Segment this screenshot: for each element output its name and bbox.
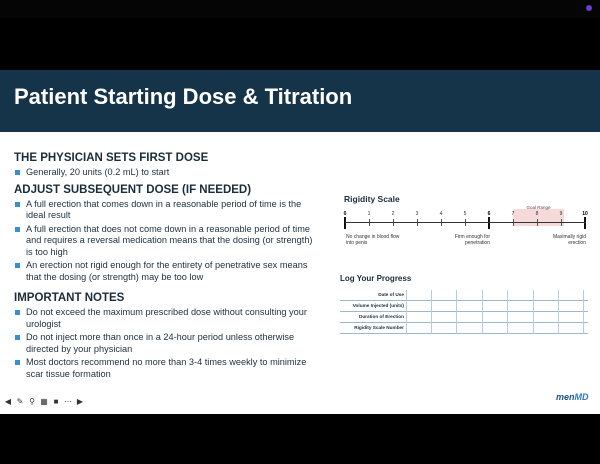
logo-part-md: MD — [574, 392, 589, 402]
scale-tick-label: 5 — [463, 211, 467, 217]
scale-desc-low: No change in blood flow into penis — [346, 234, 400, 246]
scale-desc-high: Maximally rigid erection — [552, 234, 586, 246]
log-progress-title: Log Your Progress — [340, 274, 412, 283]
scale-tick-label: 7 — [511, 211, 515, 217]
list-item: A full erection that does not come down in a reasonable period of time and requires a reversal medication means that the dosing (or strength) is too high — [14, 224, 319, 259]
logo-part-men: men — [556, 392, 575, 402]
presenter-toolbar — [3, 397, 85, 408]
more-icon[interactable]: ⋯ — [64, 397, 72, 406]
window-top-bar — [0, 0, 600, 18]
log-grid-line — [406, 290, 407, 334]
slide-title-bar — [0, 70, 600, 132]
log-grid-line — [558, 290, 559, 334]
log-grid-line — [456, 290, 457, 334]
log-row-label: Volume Injected (units) — [352, 303, 404, 308]
scale-tick-label: 3 — [415, 211, 419, 217]
camera-icon[interactable]: ■ — [51, 397, 61, 407]
log-row-label: Duration of Erection — [358, 314, 404, 319]
slide-left-content — [14, 152, 319, 385]
zoom-icon[interactable]: ⚲ — [27, 397, 37, 407]
scale-tick-label: 6 — [487, 211, 491, 217]
pen-icon[interactable]: ✎ — [16, 397, 24, 406]
goal-range-label: Goal Range — [526, 205, 551, 210]
log-grid-line — [482, 290, 483, 334]
rigidity-scale-line — [345, 222, 586, 223]
list-item: Generally, 20 units (0.2 mL) to start — [14, 167, 319, 179]
log-grid-line — [507, 290, 508, 334]
log-grid-line — [533, 290, 534, 334]
log-row-rigidity — [340, 323, 588, 334]
scale-tick-label: 10 — [582, 211, 588, 217]
scale-tick — [488, 217, 490, 229]
scale-tick — [344, 217, 346, 229]
menmd-logo — [556, 392, 589, 402]
log-row-date — [340, 290, 588, 301]
log-row-label: Date of Use — [378, 292, 404, 297]
grid-icon[interactable]: ▦ — [40, 397, 48, 406]
section-heading-first-dose: THE PHYSICIAN SETS FIRST DOSE — [14, 152, 209, 164]
rigidity-scale-title: Rigidity Scale — [344, 194, 400, 204]
scale-desc-mid: Firm enough for penetration — [454, 234, 490, 246]
section-heading-important-notes: IMPORTANT NOTES — [14, 292, 125, 304]
list-item: Do not inject more than once in a 24-hour period unless otherwise directed by your physician — [14, 332, 319, 355]
log-row-volume — [340, 301, 588, 312]
scale-tick-label: 9 — [559, 211, 563, 217]
list-item: Most doctors recommend no more than 3-4 times weekly to minimize scar tissue formation — [14, 357, 319, 380]
log-row-label: Rigidity Scale Number — [354, 325, 404, 330]
scale-tick-label: 2 — [391, 211, 395, 217]
section-heading-adjust-dose: ADJUST SUBSEQUENT DOSE (IF NEEDED) — [14, 183, 252, 196]
forward-icon[interactable]: ▶ — [76, 397, 84, 406]
important-notes-list — [14, 307, 319, 380]
log-grid-line — [431, 290, 432, 334]
status-dot — [586, 5, 592, 11]
list-item: A full erection that comes down in a reasonable period of time is the ideal result — [14, 199, 319, 222]
scale-tick-label: 8 — [535, 211, 539, 217]
back-icon[interactable]: ◀ — [4, 397, 12, 406]
slide-title: Patient Starting Dose & Titration — [14, 84, 353, 109]
list-item: An erection not rigid enough for the entirety of penetrative sex means that the dosing (or strength) may be too low — [14, 260, 319, 283]
scale-tick-label: 0 — [343, 211, 347, 217]
log-row-duration — [340, 312, 588, 323]
first-dose-list — [14, 167, 319, 179]
scale-tick — [584, 217, 586, 229]
list-item: Do not exceed the maximum prescribed dose without consulting your urologist — [14, 307, 319, 330]
log-grid-line — [583, 290, 584, 334]
scale-tick-label: 1 — [367, 211, 371, 217]
scale-tick-label: 4 — [439, 211, 443, 217]
adjust-dose-list — [14, 199, 319, 284]
